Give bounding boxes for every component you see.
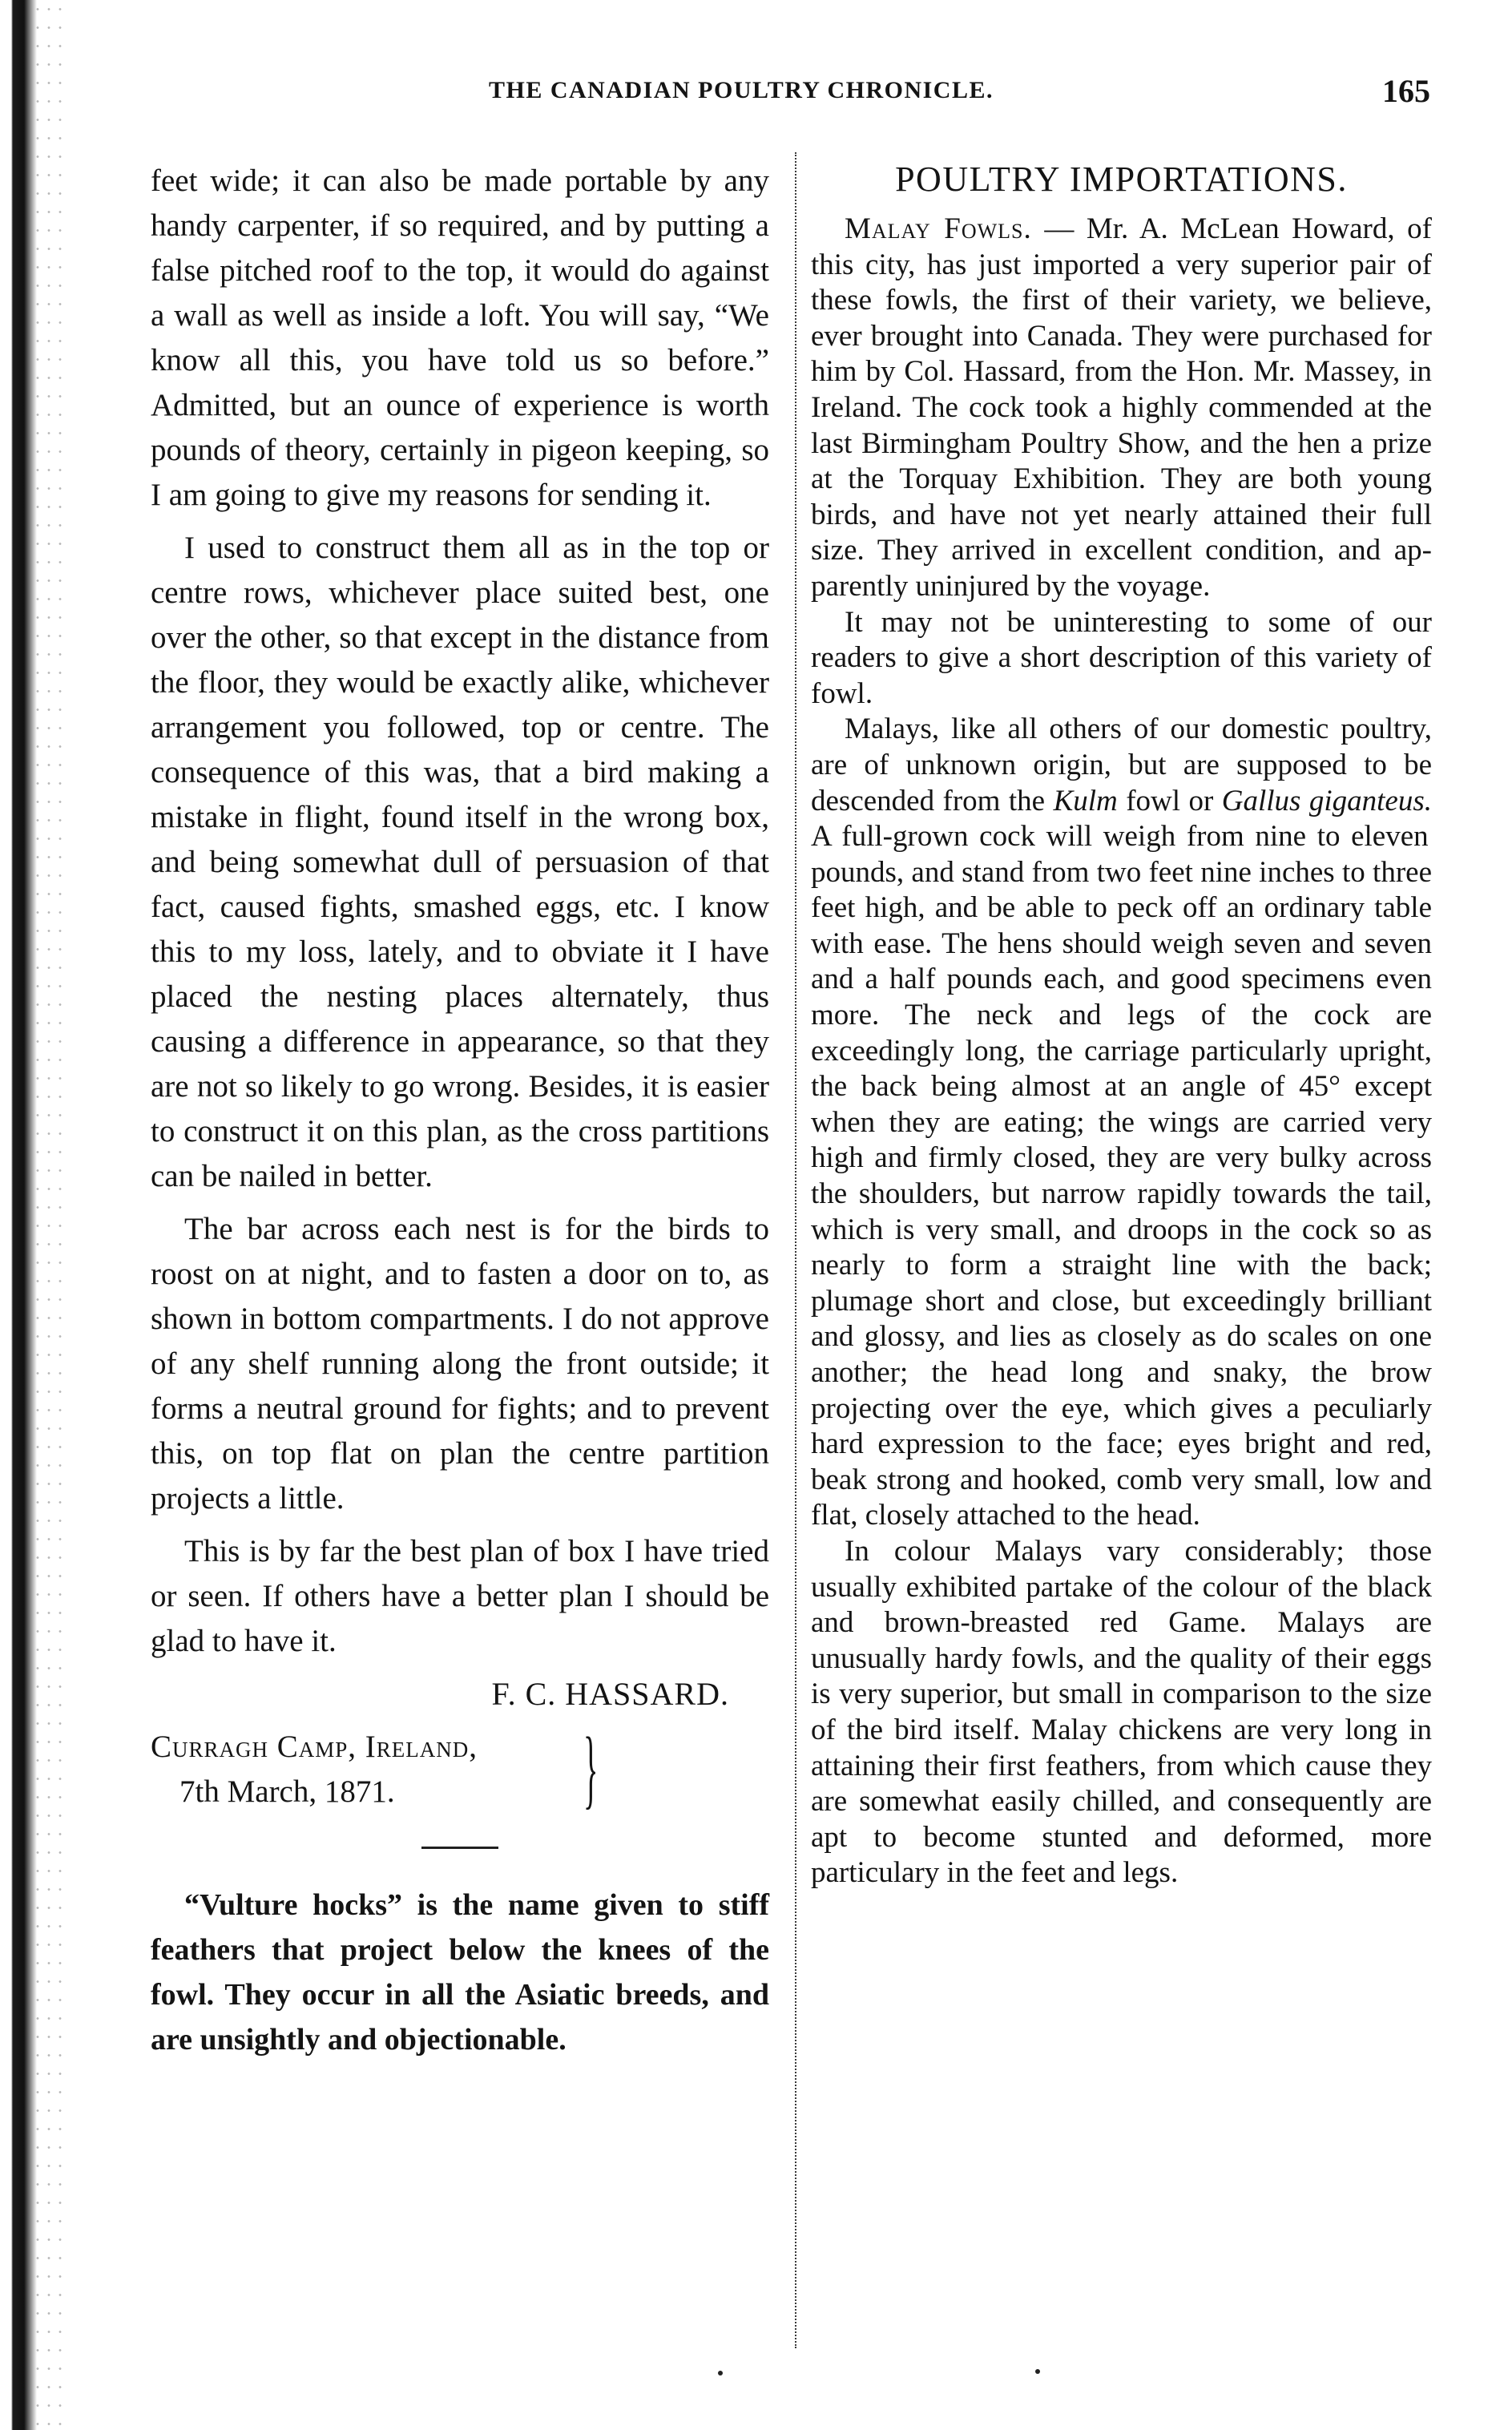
column-divider: [795, 152, 796, 2348]
lead-in: Malay Fowls.: [845, 212, 1032, 245]
right-paragraph-3-c: A full-grown cock will weigh from nine to eleven pounds, and stand from two feet nine inches to three feet high, and be able to peck off an ordinary table with ease. The hens should weigh seven and seven and a half pounds each, and good specimens even more. The neck and legs of the cock are exceedingly long, the carriage particularly upright, the back being almost at an angle of 45° except when they are eating; the wings are carried very high and firmly closed, they are very bulky across the shoulders, but narrow rapidly towards the tail, which is very small, and droops in the cock so as nearly to form a straight line with the back; plumage short and close, but exceedingly brilliant and glossy, and lies as closely as do scales on one another; the head long and snaky, the brow projecting over the eye, which gives a peculiarly hard expression to the face; eyes bright and red, beak strong and hooked, comb very small, low and flat, closely attached to the head.: [811, 820, 1432, 1532]
author-signature: F. C. HASSARD.: [491, 1676, 729, 1712]
dateline-place: Curragh Camp, Ireland,: [151, 1730, 478, 1764]
left-column: [151, 159, 769, 2062]
right-paragraph-4: In colour Malays vary considerably; those usually exhibited partake of the colour of the black and brown-breasted red Game. Malays are unusually hardy fowls, and the quality of their eggs is very superior, but small in comparison to the size of the bird itself. Malay chickens are very long in attaining their first feathers, from which cause they are somewhat easily chilled, and consequently are apt to become stunted and deformed, more particulary in the feet and legs.: [811, 1534, 1432, 1890]
vulture-hocks-note: “Vulture hocks” is the name given to stiff feathers that project below the knees of the fowl. They occur in all the Asiatic breeds, and are unsightly and objectionable.: [151, 1888, 769, 2057]
left-paragraph-1: feet wide; it can also be made portable by any handy carpenter, if so required, and by putting a false pitched roof to the top, it would do against a wall as well as inside a loft. You will say, “We know all this, you have told us so before.” Admitted, but an ounce of experience is worth pounds of theory, certainly in pigeon keeping, so I am going to give my reasons for sending it.: [151, 163, 769, 512]
page-header: [144, 73, 1430, 117]
print-speck: [718, 2371, 723, 2376]
right-paragraph-3-a: Malays, like all others of our domestic poultry, are of unknown origin, but are supposed to be descended from the: [811, 712, 1432, 817]
section-heading: POULTRY IMPORTATIONS.: [895, 159, 1348, 199]
kulm-term: Kulm: [1053, 784, 1118, 817]
dateline: [151, 1719, 769, 1817]
left-paragraph-2: I used to construct them all as in the top or centre rows, whichever place suited best, one over the other, so that except in the distance from the floor, they would be exactly alike, whichever arrangement you followed, top or centre. The consequence of this was, that a bird making a mistake in flight, found itself in the wrong box, and being somewhat dull of persuasion of that fact, caused fights, smashed eggs, etc. I know this to my loss, lately, and to obviate it I have placed the nesting places alternately, thus causing a difference in appearance, so that they are not so likely to go wrong. Besides, it is easier to construct it on this plan, as the cross partitions can be nailed in better.: [151, 531, 769, 1193]
right-paragraph-3-b: fowl or: [1117, 784, 1222, 817]
gallus-term: Gallus giganteus.: [1221, 784, 1432, 817]
page-number: 165: [1382, 73, 1430, 109]
right-column: [811, 159, 1432, 1891]
print-speck: [1035, 2369, 1040, 2374]
right-paragraph-2: It may not be uninteresting to some of our readers to give a short description of this variety of fowl.: [811, 605, 1432, 710]
dateline-date: 7th March, 1871.: [179, 1774, 395, 1809]
right-paragraph-1: [811, 212, 1432, 605]
right-paragraph-1-text: — Mr. A. McLean Howard, of this city, has just imported a very superior pair of these fowls, the first of their variety, we believe, ever brought into Canada. They were purchased for him by Col. Hassard, from the Hon. Mr. Massey, in Ireland. The cock took a highly commended at the last Birmingham Poultry Show, and the hen a prize at the Torquay Exhibition. They are both young birds, and have not yet nearly attained their full size. They arrived in excellent condition, and apparently uninjured by the voyage.: [811, 212, 1432, 603]
section-divider: [421, 1847, 498, 1849]
brace-glyph: }: [583, 1719, 599, 1817]
scan-noise: [32, 0, 64, 2430]
running-title: THE CANADIAN POULTRY CHRONICLE.: [489, 77, 994, 103]
left-paragraph-4: This is by far the best plan of box I have tried or seen. If others have a better plan I should be glad to have it.: [151, 1534, 769, 1658]
left-paragraph-3: The bar across each nest is for the birds to roost on at night, and to fasten a door on to, as shown in bottom compartments. I do not approve of any shelf running along the front outside; it forms a neutral ground for fights; and to prevent this, on top flat on plan the centre partition projects a little.: [151, 1212, 769, 1516]
right-paragraph-3: [811, 712, 1432, 1534]
